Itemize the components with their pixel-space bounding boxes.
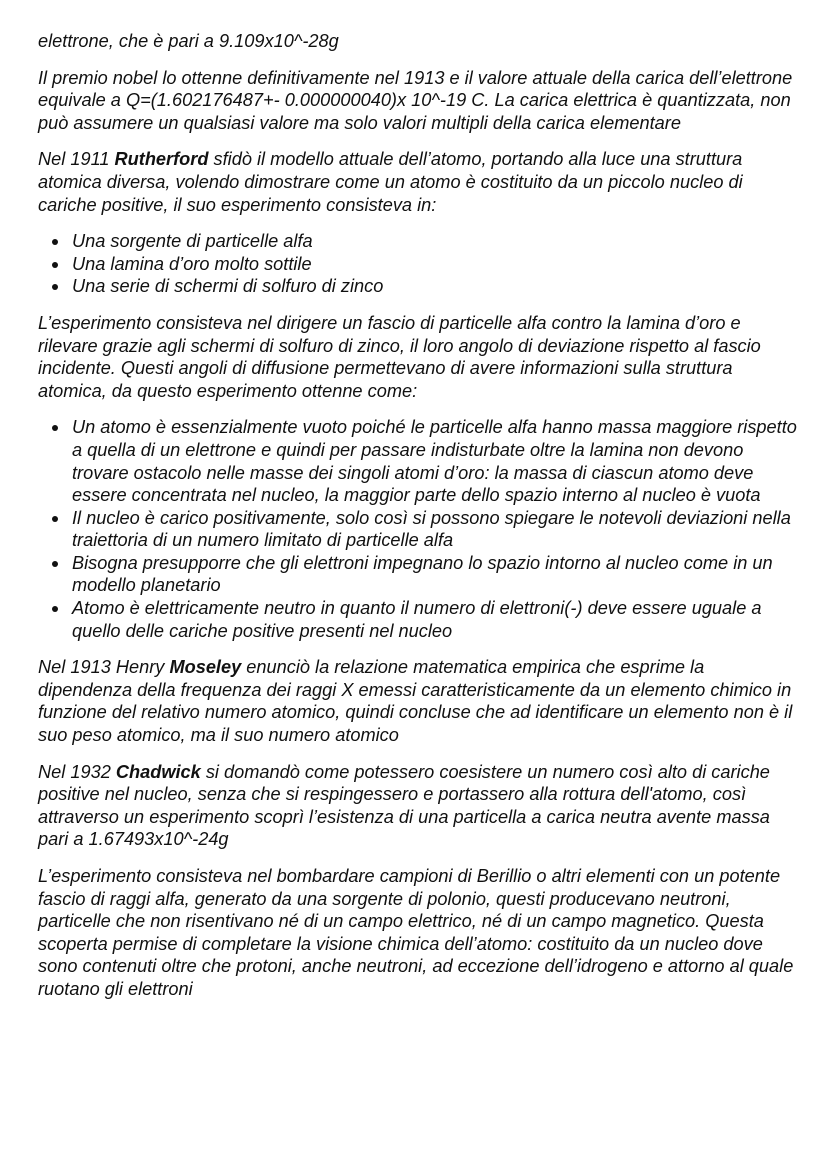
rutherford-name: Rutherford: [114, 149, 209, 170]
moseley-text: enunciò la relazione matematica empirica che esprime la dipendenza della frequenza dei raggi X emessi caratteristicamente da un elemento chimico in funzione del relativo numero atomico, quindi concluse che ad identificare un elemento non è il suo peso atomico, ma il suo numero atomico: [38, 657, 793, 746]
list-item: Bisogna presupporre che gli elettroni impegnano lo spazio intorno al nucleo come in un modello planetario: [72, 552, 798, 597]
paragraph-nobel-charge: Il premio nobel lo ottenne definitivamente nel 1913 e il valore attuale della carica dell’elettrone equivale a Q=(1.602176487+- 0.000000040)x 10^-19 C. La carica elettrica è quantizzata, non può assumere un qualsiasi valore ma solo valori multipli della carica elementare: [38, 67, 793, 133]
chadwick-intro: Nel 1932: [38, 761, 116, 782]
paragraph-rutherford: [38, 148, 798, 216]
list-experiment-results: [38, 416, 798, 642]
chadwick-name: Chadwick: [115, 761, 201, 782]
list-item: Il nucleo è carico positivamente, solo così si possono spiegare le notevoli deviazioni nella traiettoria di un numero limitato di particelle alfa: [72, 507, 798, 552]
document-page: [38, 30, 798, 1015]
paragraph-experiment-description: L’esperimento consisteva nel dirigere un fascio di particelle alfa contro la lamina d’oro e rilevare grazie agli schermi di solfuro di zinco, il loro angolo di deviazione rispetto al fascio incidente. Questi angoli di diffusione permettevano di avere informazioni sulla struttura atomica, da questo esperimento ottenne come:: [38, 312, 761, 401]
list-item: Una lamina d’oro molto sottile: [72, 253, 798, 276]
list-item: Un atomo è essenzialmente vuoto poiché le particelle alfa hanno massa maggiore rispetto a quella di un elettrone e quindi per passare indisturbate oltre la lamina non devono trovare ostacolo nelle masse dei singoli atomi d’oro: la massa di ciascun atomo deve essere concentrata nel nucleo, la maggior parte dello spazio interno al nucleo è vuota: [72, 417, 797, 506]
list-item: Una serie di schermi di solfuro di zinco: [72, 275, 798, 298]
paragraph-neutron-experiment: L’esperimento consisteva nel bombardare campioni di Berillio o altri elementi con un potente fascio di raggi alfa, generato da una sorgente di polonio, questi producevano neutroni, particelle che non risentivano né di un campo elettrico, né di un campo magnetico. Questa scoperta permise di completare la visione chimica dell’atomo: costituito da un nucleo dove sono contenuti oltre che protoni, anche neutroni, ad eccezione dell’idrogeno e attorno al quale ruotano gli elettroni: [38, 866, 794, 999]
moseley-intro: Nel 1913 Henry: [38, 657, 170, 678]
paragraph-electron-mass: elettrone, che è pari a 9.109x10^-28g: [38, 31, 339, 51]
moseley-name: Moseley: [169, 657, 242, 678]
chadwick-text: si domandò come potessero coesistere un numero così alto di cariche positive nel nucleo, senza che si respingessero e portassero alla rottura dell'atomo, così attraverso un esperimento scoprì l’esistenza di una particella a carica neutra avente massa pari a 1.67493x10^-24g: [38, 761, 770, 850]
paragraph-moseley: [38, 656, 798, 746]
list-experiment-materials: [38, 230, 798, 298]
list-item: Una sorgente di particelle alfa: [72, 230, 798, 253]
rutherford-intro: Nel 1911: [38, 149, 115, 170]
paragraph-chadwick: [38, 761, 798, 851]
list-item: Atomo è elettricamente neutro in quanto il numero di elettroni(-) deve essere uguale a quello delle cariche positive presenti nel nucleo: [72, 597, 798, 642]
rutherford-text: sfidò il modello attuale dell’atomo, portando alla luce una struttura atomica diversa, volendo dimostrare come un atomo è costituito da un piccolo nucleo di cariche positive, il suo esperimento consisteva in:: [38, 149, 743, 215]
